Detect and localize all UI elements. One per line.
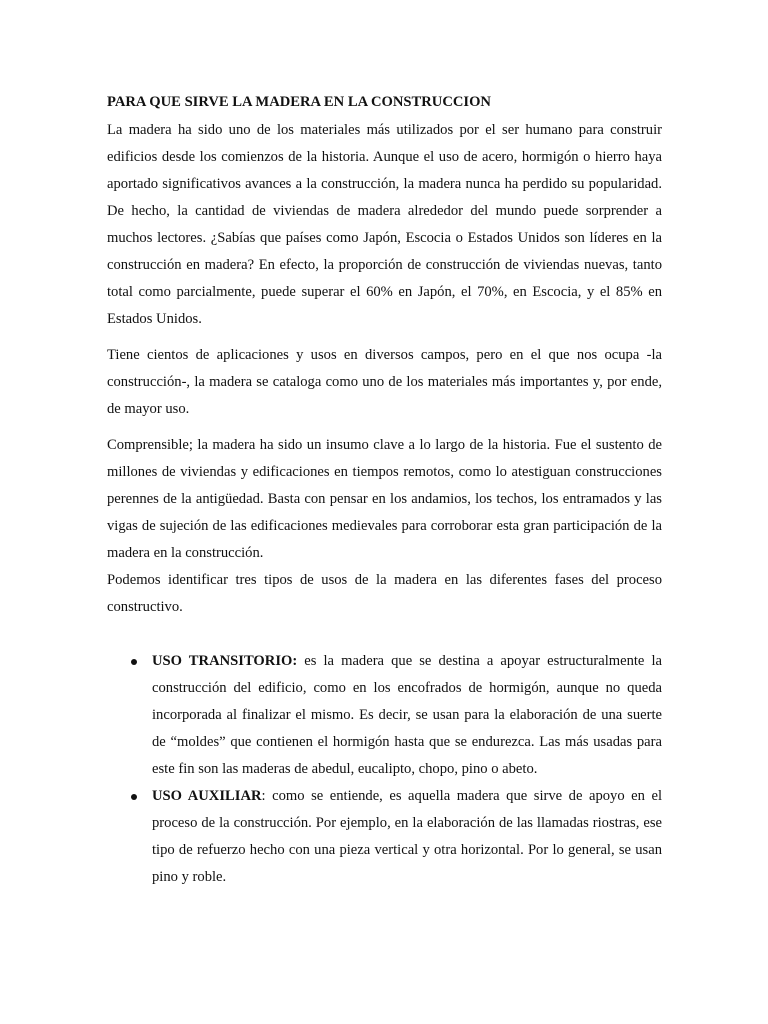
bullet-icon [131, 794, 137, 800]
bullet-term: USO TRANSITORIO: [152, 653, 298, 669]
document-page [107, 92, 662, 891]
list-item-uso-auxiliar [107, 783, 662, 891]
bullet-term: USO AUXILIAR [152, 788, 262, 804]
list-item-uso-transitorio [107, 648, 662, 783]
paragraph-applications: Tiene cientos de aplicaciones y usos en diversos campos, pero en el que nos ocupa -la construcción-, la madera se cataloga como uno de los materiales más importantes y, por ende, de mayor uso. [107, 347, 662, 417]
paragraph-history: Comprensible; la madera ha sido un insumo clave a lo largo de la historia. Fue el sustento de millones de viviendas y edificaciones en tiempos remotos, como lo atestiguan construcciones perennes de la antigüedad. Basta con pensar en los andamios, los techos, los entramados y las vigas de sujeción de las edificaciones medievales para corroborar esta gran participación de la madera en la construcción. [107, 437, 662, 561]
bullet-icon [131, 659, 137, 665]
paragraph-intro: La madera ha sido uno de los materiales más utilizados por el ser humano para construir edificios desde los comienzos de la historia. Aunque el uso de acero, hormigón o hierro haya aportado significativos avances a la construcción, la madera nunca ha perdido su popularidad. De hecho, la cantidad de viviendas de madera alrededor del mundo puede sorprender a muchos lectores. ¿Sabías que países como Japón, Escocia o Estados Unidos son líderes en la construcción en madera? En efecto, la proporción de construcción de viviendas nuevas, tanto total como parcialmente, puede superar el 60% en Japón, el 70%, en Escocia, y el 85% en Estados Unidos. [107, 122, 662, 327]
bullet-text: es la madera que se destina a apoyar estructuralmente la construcción del edificio, como en los encofrados de hormigón, aunque no queda incorporada al finalizar el mismo. Es decir, se usan para la elaboración de una suerte de “moldes” que contienen el hormigón hasta que se endurezca. Las más usadas para este fin son las maderas de abedul, eucalipto, chopo, pino o abeto. [152, 653, 663, 777]
paragraph-uses-intro: Podemos identificar tres tipos de usos de la madera en las diferentes fases del proceso constructivo. [107, 572, 662, 615]
uses-list [107, 648, 662, 891]
document-title: PARA QUE SIRVE LA MADERA EN LA CONSTRUCCION [107, 94, 491, 110]
bullet-text: : como se entiende, es aquella madera que sirve de apoyo en el proceso de la construcción. Por ejemplo, en la elaboración de las llamadas riostras, ese tipo de refuerzo hecho con una pieza vertical y otra horizontal. Por lo general, se usan pino y roble. [152, 788, 663, 885]
